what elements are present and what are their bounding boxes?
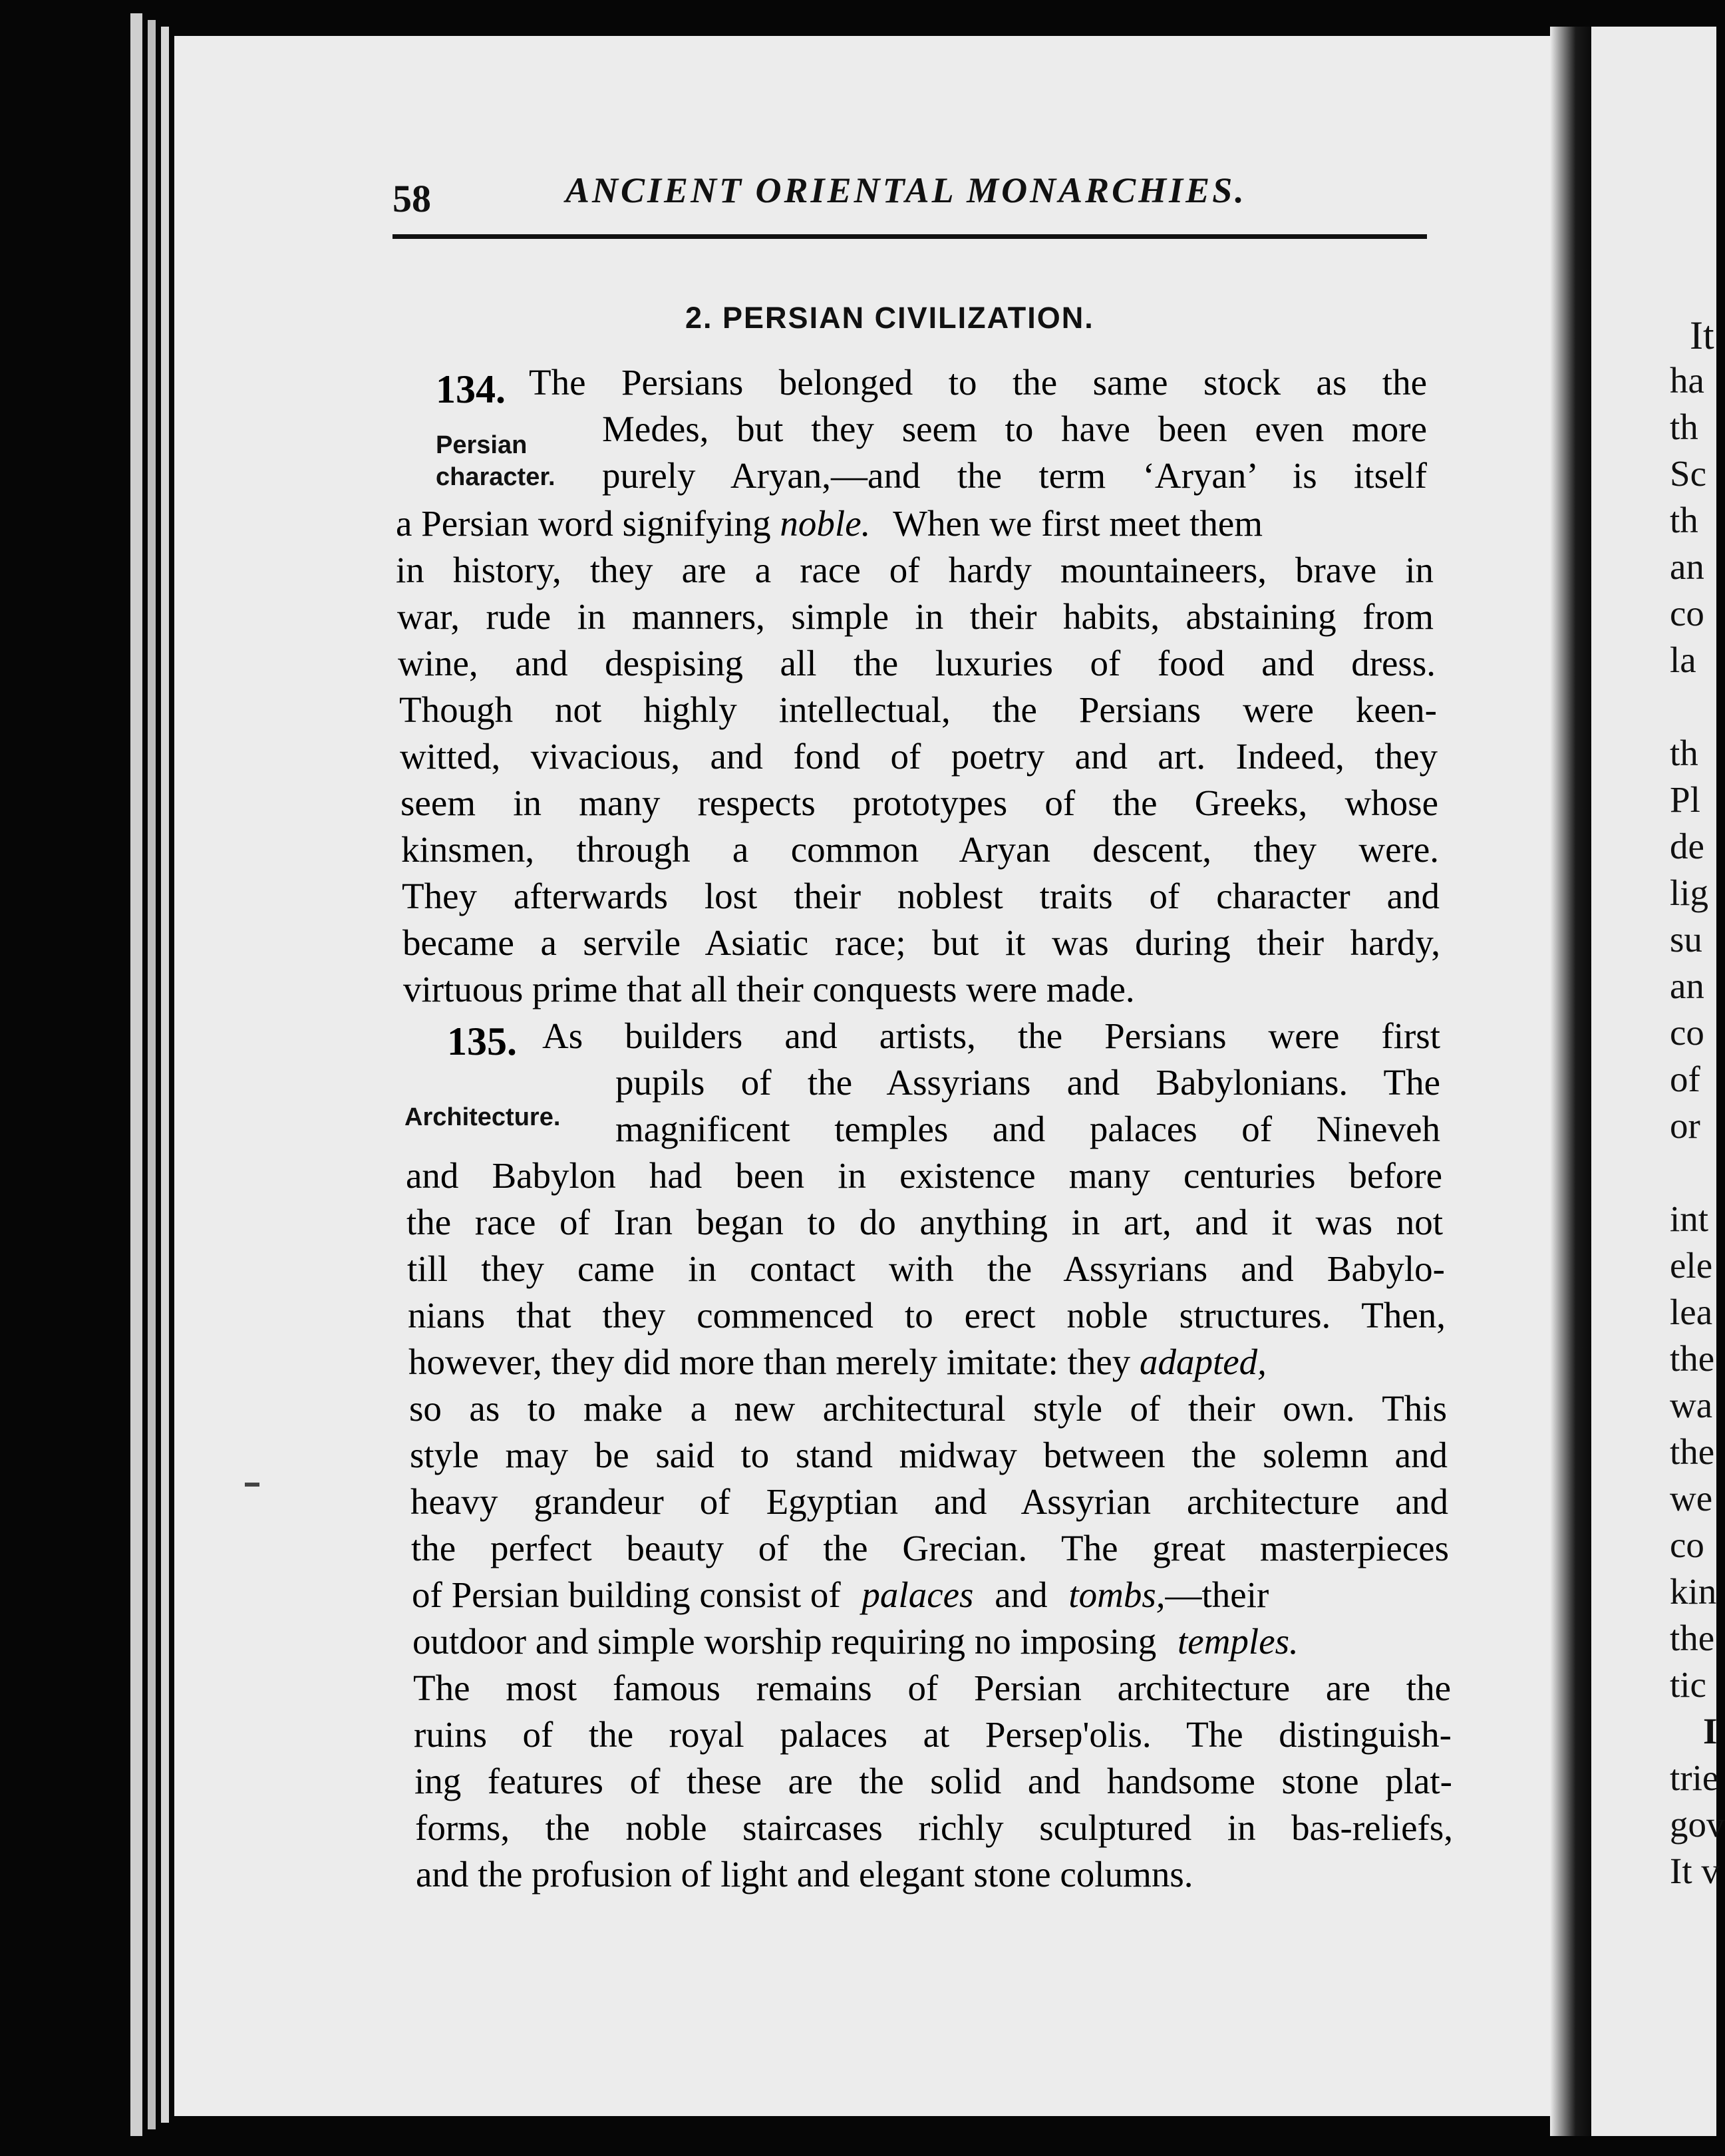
ink-speck	[245, 1483, 259, 1487]
right-page-fragment: the	[1670, 1338, 1715, 1379]
right-page-fragment: th	[1670, 733, 1698, 773]
paragraph-number: 135.	[447, 1019, 517, 1063]
right-page-fragment: of	[1670, 1059, 1700, 1099]
text-line: They afterwards lost their noblest traits of character and	[402, 876, 1440, 916]
text-line: and the profusion of light and elegant stone columns.	[416, 1854, 1193, 1894]
sidenote: Architecture.	[404, 1103, 561, 1131]
text-line: Medes, but they seem to have been even more	[602, 409, 1427, 449]
right-page-fragment: trie	[1670, 1757, 1719, 1798]
right-page-fragment: the	[1670, 1431, 1715, 1472]
right-page-fragment: gov	[1670, 1804, 1725, 1845]
text-line: The most famous remains of Persian architecture are the	[413, 1668, 1451, 1708]
text-line: war, rude in manners, simple in their habits, abstaining from	[397, 596, 1434, 637]
text-line: witted, vivacious, and fond of poetry and art. Indeed, they	[400, 736, 1438, 777]
italic-word: temples.	[1177, 1621, 1299, 1662]
text-line: As builders and artists, the Persians were first	[542, 1015, 1440, 1056]
right-page-fragment: Pl	[1670, 779, 1700, 820]
right-page-fragment: co	[1670, 1012, 1704, 1053]
sidenote: character.	[436, 463, 555, 491]
right-page-fragment: kin	[1670, 1571, 1717, 1612]
right-page-fragment: Sc	[1670, 453, 1706, 494]
text-run: outdoor and simple worship requiring no imposing	[412, 1621, 1157, 1662]
right-page-fragment: It v	[1670, 1851, 1720, 1891]
italic-word: adapted,	[1139, 1342, 1267, 1382]
right-page-fragment: co	[1670, 1525, 1704, 1565]
text-line: magnificent temples and palaces of Nineveh	[615, 1109, 1440, 1149]
right-page-fragment: co	[1670, 593, 1704, 633]
page-stack-edge	[161, 27, 169, 2123]
right-page-fragment: It	[1690, 313, 1714, 357]
text-run: however, they did more than merely imitate: they	[408, 1342, 1131, 1382]
text-line: ing features of these are the solid and handsome stone plat-	[414, 1761, 1452, 1801]
text-line: the perfect beauty of the Grecian. The great masterpieces	[411, 1528, 1449, 1568]
gutter-shadow	[1550, 27, 1597, 2136]
text-line: forms, the noble staircases richly sculptured in bas-reliefs,	[415, 1807, 1453, 1848]
italic-word: noble.	[780, 503, 871, 544]
text-run: and	[995, 1574, 1048, 1615]
text-run: of Persian building consist of	[412, 1574, 841, 1615]
running-title: ANCIENT ORIENTAL MONARCHIES.	[565, 170, 1247, 210]
right-page-fragment: ele	[1670, 1245, 1713, 1286]
page-stack-edge	[148, 20, 156, 2129]
text-run: When we first meet them	[893, 503, 1263, 544]
page-number: 58	[392, 177, 431, 220]
right-page-fragment: tic	[1670, 1664, 1706, 1705]
text-line	[408, 1339, 1446, 1385]
right-page-fragment: an	[1670, 546, 1704, 587]
text-line: style may be said to stand midway between the solemn and	[410, 1435, 1448, 1475]
right-page-fragment: th	[1670, 500, 1698, 540]
text-run: a Persian word signifying	[396, 503, 771, 544]
italic-word: tombs,	[1068, 1574, 1166, 1615]
text-line: purely Aryan,—and the term ‘Aryan’ is itself	[602, 455, 1427, 496]
right-page-fragment: lea	[1670, 1292, 1713, 1332]
text-line: became a servile Asiatic race; but it was during their hardy,	[402, 922, 1440, 963]
text-line: ruins of the royal palaces at Persep'olis. The distinguish-	[414, 1714, 1452, 1755]
text-line	[412, 1618, 1450, 1665]
right-page-fragment: the	[1670, 1618, 1715, 1658]
text-line: heavy grandeur of Egyptian and Assyrian architecture and	[410, 1481, 1448, 1522]
right-page-fragment: int	[1670, 1198, 1709, 1239]
text-line: kinsmen, through a common Aryan descent, they were.	[401, 829, 1439, 870]
text-line: pupils of the Assyrians and Babylonians. The	[615, 1062, 1440, 1103]
page-stack-edge	[130, 13, 142, 2136]
right-page-fragment: wa	[1670, 1385, 1713, 1425]
text-line: till they came in contact with the Assyrians and Babylo-	[407, 1248, 1445, 1289]
right-page-fragment: la	[1670, 639, 1696, 680]
header-rule	[392, 234, 1427, 239]
right-page-fragment: lig	[1670, 872, 1709, 913]
right-page-fragment: th	[1670, 407, 1698, 447]
text-line	[412, 1572, 1450, 1618]
right-page-fragment: or	[1670, 1105, 1700, 1146]
text-line: nians that they commenced to erect noble structures. Then,	[408, 1295, 1446, 1336]
right-page-fragment: I	[1703, 1711, 1718, 1751]
text-line	[396, 500, 1430, 547]
right-page-fragment: an	[1670, 966, 1704, 1006]
paragraph-number: 134.	[436, 367, 506, 411]
text-line: and Babylon had been in existence many centuries before	[406, 1155, 1442, 1196]
text-run: —their	[1165, 1574, 1269, 1615]
italic-word: palaces	[862, 1574, 974, 1615]
sidenote: Persian	[436, 431, 528, 459]
right-page-fragment: su	[1670, 919, 1702, 960]
text-line: the race of Iran began to do anything in art, and it was not	[406, 1202, 1443, 1242]
text-line: The Persians belonged to the same stock as the	[529, 362, 1427, 403]
text-line: so as to make a new architectural style of their own. This	[409, 1388, 1447, 1429]
right-page-fragment: we	[1670, 1478, 1713, 1519]
text-line: in history, they are a race of hardy mountaineers, brave in	[396, 550, 1434, 590]
right-page-fragment: ha	[1670, 360, 1704, 401]
text-line: wine, and despising all the luxuries of food and dress.	[398, 643, 1436, 683]
text-line: virtuous prime that all their conquests were made.	[403, 969, 1135, 1009]
text-line: Though not highly intellectual, the Persians were keen-	[399, 689, 1437, 730]
right-page-fragment: de	[1670, 826, 1704, 866]
text-line: seem in many respects prototypes of the Greeks, whose	[400, 783, 1438, 823]
section-heading: 2. PERSIAN CIVILIZATION.	[685, 301, 1094, 335]
